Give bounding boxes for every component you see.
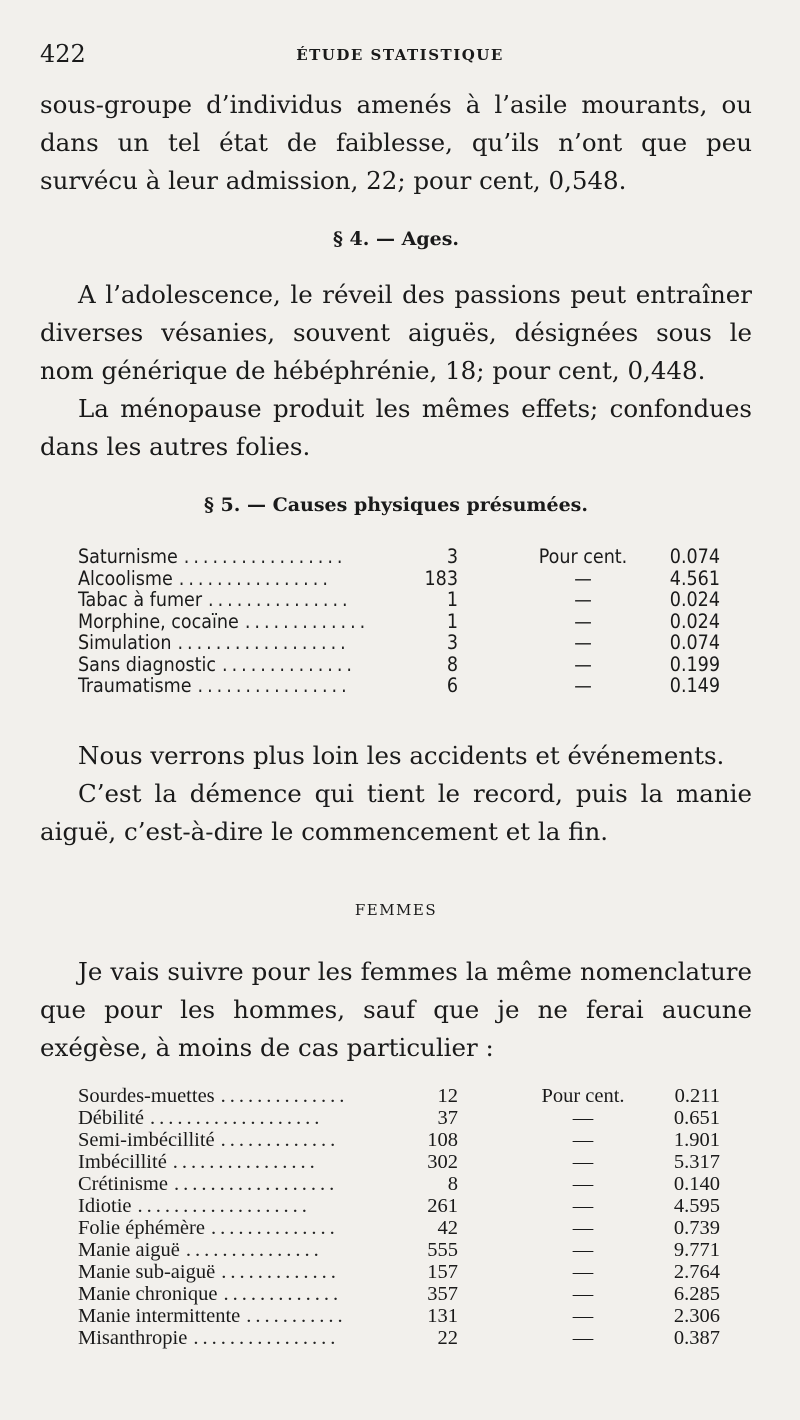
leader-dots: ................ <box>197 674 351 697</box>
row-count: 1 <box>446 588 458 611</box>
table-row <box>78 567 720 589</box>
paragraph: Nous verrons plus loin les accidents et événements. <box>78 741 725 770</box>
causes-table <box>78 545 720 696</box>
row-count: 261 <box>427 1195 458 1217</box>
row-count: 183 <box>424 566 458 590</box>
paragraph: La ménopause produit les mêmes effets; confondues dans les autres folies. <box>40 394 752 461</box>
row-unit: — <box>572 1305 594 1327</box>
paragraph: A l’adolescence, le réveil des passions peut entraîner diverses vésanies, souvent aiguës, désignées sous le nom générique de hébéphrénie, 18; pour cent, 0,448. <box>40 280 752 385</box>
row-unit: — <box>574 652 592 676</box>
row-unit: — <box>572 1261 594 1283</box>
table-row <box>78 1107 720 1129</box>
table-row <box>78 653 720 675</box>
row-label: Alcoolisme <box>78 566 173 590</box>
row-label: Idiotie <box>78 1195 132 1217</box>
femmes-text <box>40 953 752 1067</box>
row-count: 42 <box>437 1217 458 1239</box>
row-unit: — <box>572 1283 594 1305</box>
row-unit: — <box>574 588 592 611</box>
table-row <box>78 1129 720 1151</box>
row-unit: — <box>572 1217 594 1239</box>
table-row <box>78 1085 720 1107</box>
row-unit: — <box>574 674 592 697</box>
row-rate: 0.140 <box>673 1173 720 1195</box>
section-4-text <box>40 276 752 466</box>
row-label: Morphine, cocaïne <box>78 609 239 633</box>
row-count: 22 <box>437 1327 458 1349</box>
leader-dots: .............. <box>220 1085 349 1107</box>
row-unit: — <box>572 1129 594 1151</box>
leader-dots: ................ <box>178 566 332 590</box>
row-label: Folie éphémère <box>78 1217 205 1239</box>
leader-dots: ............. <box>244 609 370 633</box>
row-count: 108 <box>427 1129 458 1151</box>
row-label: Imbécillité <box>78 1151 167 1173</box>
leader-dots: ................. <box>183 545 347 568</box>
row-rate: 0.211 <box>674 1085 720 1107</box>
leader-dots: ............... <box>185 1239 323 1261</box>
paragraph: C’est la démence qui tient le record, puis la manie aiguë, c’est-à-dire le commencement et la fin. <box>40 779 752 846</box>
row-count: 302 <box>427 1151 458 1173</box>
table-row <box>78 610 720 632</box>
row-rate: 2.764 <box>673 1261 720 1283</box>
row-count: 357 <box>427 1283 458 1305</box>
row-count: 12 <box>437 1085 458 1107</box>
page-number: 422 <box>40 40 86 68</box>
leader-dots: ............. <box>223 1283 343 1305</box>
row-unit: — <box>572 1327 594 1349</box>
table-row <box>78 1173 720 1195</box>
leader-dots: ............. <box>220 1129 340 1151</box>
leader-dots: ................... <box>137 1195 311 1217</box>
paragraph: Je vais suivre pour les femmes la même nomenclature que pour les hommes, sauf que je ne ferai aucune exégèse, à moins de cas particulier : <box>40 957 752 1062</box>
leader-dots: ................ <box>193 1327 340 1349</box>
row-count: 37 <box>437 1107 458 1129</box>
row-unit: — <box>572 1151 594 1173</box>
row-rate: 0.149 <box>669 674 720 697</box>
section-4-heading: § 4. — Ages. <box>332 228 460 250</box>
section-5-heading: § 5. — Causes physiques présumées. <box>204 494 588 516</box>
row-unit: — <box>574 631 592 654</box>
table-row <box>78 1283 720 1305</box>
leader-dots: ........... <box>246 1305 347 1327</box>
row-unit: — <box>572 1239 594 1261</box>
row-rate: 0.199 <box>669 652 720 676</box>
leader-dots: ............. <box>221 1261 340 1283</box>
row-rate: 0.739 <box>673 1217 720 1239</box>
row-label: Saturnisme <box>78 545 178 568</box>
row-unit: Pour cent. <box>541 1085 625 1107</box>
table-row <box>78 631 720 653</box>
row-count: 8 <box>446 652 458 676</box>
table-row <box>78 1305 720 1327</box>
running-title: ÉTUDE STATISTIQUE <box>296 46 504 64</box>
table-row <box>78 588 720 610</box>
leader-dots: .................. <box>177 631 350 654</box>
row-rate: 4.561 <box>669 566 720 590</box>
row-label: Traumatisme <box>78 674 192 697</box>
table-row <box>78 1151 720 1173</box>
table-row <box>78 545 720 567</box>
row-count: 131 <box>427 1305 458 1327</box>
row-unit: — <box>572 1173 594 1195</box>
row-unit: Pour cent. <box>538 545 628 568</box>
row-label: Débilité <box>78 1107 145 1129</box>
row-rate: 9.771 <box>673 1239 720 1261</box>
row-count: 157 <box>427 1261 458 1283</box>
row-rate: 0.024 <box>669 588 720 611</box>
leader-dots: .............. <box>222 652 356 676</box>
row-label: Manie intermittente <box>78 1305 241 1327</box>
row-count: 3 <box>446 545 458 568</box>
row-label: Manie sub-aiguë <box>78 1261 216 1283</box>
row-label: Tabac à fumer <box>78 588 203 611</box>
row-unit: — <box>574 609 592 633</box>
row-label: Manie chronique <box>78 1283 218 1305</box>
row-rate: 6.285 <box>673 1283 720 1305</box>
leader-dots: ................... <box>150 1107 324 1129</box>
paragraph: sous-groupe d’individus amenés à l’asile mourants, ou dans un tel état de faiblesse, qu’ils n’ont que peu survécu à leur admission, 22; pour cent, 0,548. <box>40 90 752 195</box>
table-row <box>78 674 720 696</box>
row-count: 6 <box>446 674 458 697</box>
row-label: Semi-imbécillité <box>78 1129 215 1151</box>
leader-dots: .............. <box>210 1217 339 1239</box>
row-unit: — <box>574 566 592 590</box>
row-rate: 0.024 <box>669 609 720 633</box>
row-rate: 0.387 <box>673 1327 720 1349</box>
page-header <box>40 40 760 70</box>
intro-paragraph <box>40 86 752 200</box>
row-rate: 2.306 <box>673 1305 720 1327</box>
row-label: Misanthropie <box>78 1327 188 1349</box>
table-row <box>78 1217 720 1239</box>
table-row <box>78 1261 720 1283</box>
table-row <box>78 1327 720 1349</box>
leader-dots: .................. <box>173 1173 339 1195</box>
row-rate: 5.317 <box>673 1151 720 1173</box>
row-count: 3 <box>446 631 458 654</box>
femmes-title: FEMMES <box>354 901 438 919</box>
row-label: Simulation <box>78 631 172 654</box>
row-label: Manie aiguë <box>78 1239 180 1261</box>
row-unit: — <box>572 1195 594 1217</box>
row-unit: — <box>572 1107 594 1129</box>
row-rate: 1.901 <box>673 1129 720 1151</box>
row-count: 555 <box>427 1239 458 1261</box>
row-label: Sourdes-muettes <box>78 1085 215 1107</box>
row-rate: 0.074 <box>669 631 720 654</box>
table-row <box>78 1239 720 1261</box>
row-label: Sans diagnostic <box>78 652 217 676</box>
leader-dots: ................ <box>172 1151 319 1173</box>
row-count: 1 <box>446 609 458 633</box>
leader-dots: ............... <box>208 588 352 611</box>
row-rate: 0.651 <box>673 1107 720 1129</box>
row-rate: 0.074 <box>669 545 720 568</box>
row-count: 8 <box>447 1173 458 1195</box>
row-label: Crétinisme <box>78 1173 168 1195</box>
femmes-table <box>78 1085 720 1349</box>
section-5-text <box>40 737 752 851</box>
table-row <box>78 1195 720 1217</box>
row-rate: 4.595 <box>673 1195 720 1217</box>
